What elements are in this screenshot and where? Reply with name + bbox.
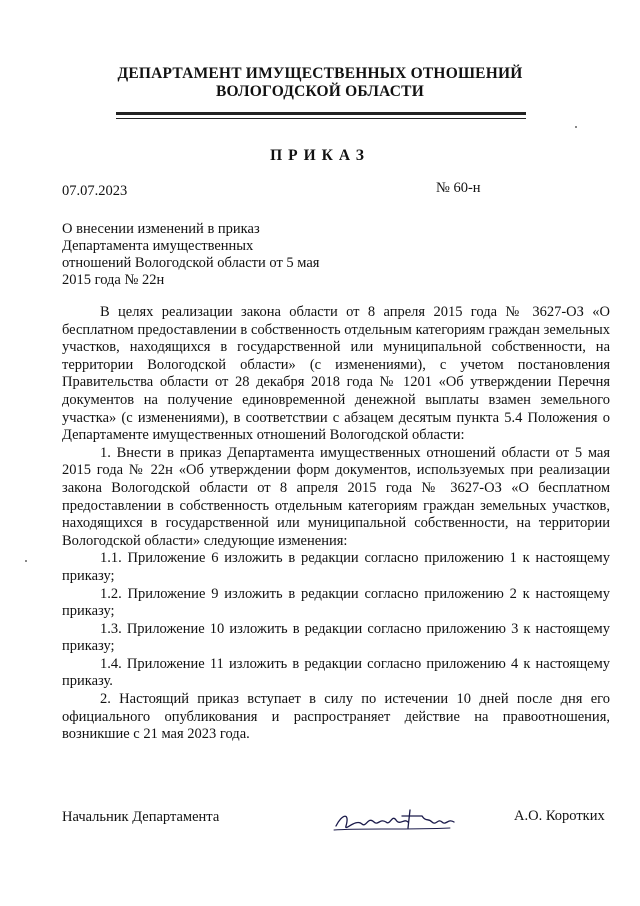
document-number: № 60-н	[436, 180, 481, 196]
document-title: ПРИКАЗ	[270, 147, 370, 164]
item-paragraph: 1. Внести в приказ Департамента имущественных отношений области от 5 мая 2015 года № 22н «Об утверждении форм документов, используемых при реализации закона Вологодской области от 8 апреля 2015 года № 3627-ОЗ «О бесплатном предоставлении в собственность отдельным категориям граждан земельных участков, находящихся в государственной или муниципальной собственности, на территории Вологодской области» следующие изменения:	[62, 444, 610, 549]
scan-speck	[25, 560, 27, 562]
document-body	[62, 304, 610, 744]
document-date: 07.07.2023	[62, 183, 128, 199]
item-paragraph: 2. Настоящий приказ вступает в силу по истечении 10 дней после дня его официального опубликования и распространяет действие на правоотношения, возникшие с 21 мая 2023 года.	[62, 691, 610, 743]
item-paragraph: 1.2. Приложение 9 изложить в редакции согласно приложению 2 к настоящему приказу;	[62, 585, 610, 620]
item-paragraph: 1.3. Приложение 10 изложить в редакции согласно приложению 3 к настоящему приказу;	[62, 620, 610, 655]
document-subject: О внесении изменений в приказ Департамента имущественных отношений Вологодской области от 5 мая 2015 года № 22н	[62, 221, 320, 288]
header-thin-rule	[116, 118, 526, 119]
preamble-paragraph: В целях реализации закона области от 8 апреля 2015 года № 3627-ОЗ «О бесплатном предоставлении в собственность отдельным категориям граждан земельных участков, находящихся в государственной или муниципальной собственности, на территории Вологодской области» (с изменениями), с учетом постановления Правительства области от 28 декабря 2018 года № 1201 «Об утверждении Перечня документов на получение единовременной денежной выплаты взамен земельного участка» (с изменениями), в соответствии с абзацем десятым пункта 5.4 Положения о Департаменте имущественных отношений Вологодской области:	[62, 304, 610, 444]
signatory-position: Начальник Департамента	[62, 809, 220, 825]
header-thick-rule	[116, 112, 526, 115]
scan-speck	[575, 126, 577, 128]
item-paragraph: 1.4. Приложение 11 изложить в редакции согласно приложению 4 к настоящему приказу.	[62, 655, 610, 690]
department-name-line2: ВОЛОГОДСКОЙ ОБЛАСТИ	[216, 83, 424, 100]
item-paragraph: 1.1. Приложение 6 изложить в редакции согласно приложению 1 к настоящему приказу;	[62, 550, 610, 584]
handwritten-signature	[332, 804, 460, 836]
signatory-name: А.О. Коротких	[514, 808, 605, 824]
department-name-line1: ДЕПАРТАМЕНТ ИМУЩЕСТВЕННЫХ ОТНОШЕНИЙ	[117, 65, 523, 82]
